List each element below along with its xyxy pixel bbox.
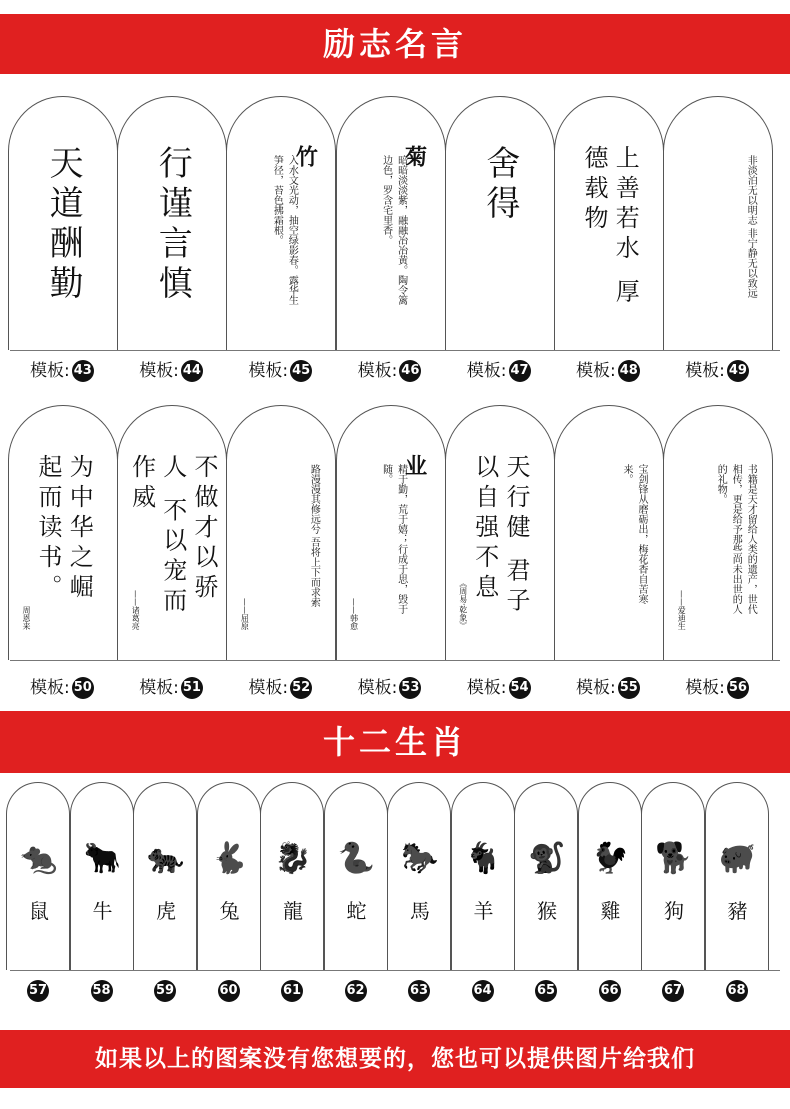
goat-icon: 🐐 — [464, 841, 503, 876]
zodiac-number-badge: 62 — [345, 980, 367, 1002]
template-label — [358, 356, 422, 382]
template-label — [576, 673, 640, 699]
motto-section-header: 励志名言 — [0, 14, 790, 74]
divider — [10, 350, 780, 351]
footer-banner: 如果以上的图案没有您想要的，您也可以提供图片给我们 — [0, 1030, 790, 1088]
template-card[interactable] — [336, 405, 446, 660]
ox-icon: 🐂 — [83, 841, 122, 876]
template-label — [30, 673, 94, 699]
template-author: ——爱迪生 — [677, 590, 687, 630]
template-number-badge: 54 — [509, 677, 531, 699]
dragon-icon: 🐉 — [274, 841, 312, 876]
zodiac-card[interactable] — [641, 782, 705, 970]
snake-icon: 🐍 — [337, 841, 376, 876]
horse-icon: 🐎 — [401, 841, 439, 876]
pig-icon: 🐖 — [718, 841, 757, 876]
template-title: 菊 — [401, 145, 428, 167]
template-label-prefix: 模板: — [30, 361, 70, 381]
template-number-badge: 43 — [72, 360, 94, 382]
template-quote-text: 路漫漫其修远兮 吾将上下而求索 — [308, 464, 320, 608]
template-author: 周恩来 — [22, 606, 31, 630]
template-label-prefix: 模板: — [139, 361, 179, 381]
template-label — [248, 673, 312, 699]
template-title: 竹 — [292, 145, 319, 167]
template-number-badge: 55 — [618, 677, 640, 699]
template-card[interactable] — [445, 96, 555, 350]
template-number-badge: 56 — [727, 677, 749, 699]
rooster-icon: 🐓 — [591, 841, 630, 876]
template-title: 业 — [401, 454, 428, 476]
zodiac-number-badge: 58 — [91, 980, 113, 1002]
template-card[interactable] — [663, 96, 773, 350]
template-label-prefix: 模板: — [576, 678, 616, 698]
zodiac-number-badge: 66 — [599, 980, 621, 1002]
template-label-prefix: 模板: — [139, 678, 179, 698]
template-quote-text: 宝剑锋从磨砺出，梅花香自苦寒来。 — [621, 464, 647, 604]
zodiac-number-badge: 63 — [408, 980, 430, 1002]
template-quote-text: 入水文光动，抽空绿影春。露华生笋径，苔色拂霜根。 — [271, 155, 298, 305]
zodiac-card[interactable] — [197, 782, 261, 970]
template-quote-text: 上善若水 厚德载物 — [580, 145, 640, 309]
zodiac-character: 羊 — [473, 899, 494, 923]
template-card[interactable] — [554, 96, 664, 350]
rat-icon: 🐀 — [20, 841, 58, 876]
template-label-prefix: 模板: — [248, 678, 289, 698]
template-label-prefix: 模板: — [248, 361, 289, 381]
template-card[interactable] — [117, 96, 227, 350]
template-label — [30, 356, 94, 382]
zodiac-card[interactable] — [324, 782, 388, 970]
zodiac-number-badge: 61 — [281, 980, 303, 1002]
zodiac-number-badge: 57 — [27, 980, 49, 1002]
zodiac-character: 虎 — [156, 899, 176, 923]
zodiac-number-badge: 64 — [472, 980, 494, 1002]
template-quote-text: 暗暗淡淡紫，融融冶冶黄。陶令篱边色，罗含宅里香。 — [380, 155, 407, 305]
zodiac-number-badge: 59 — [154, 980, 176, 1002]
dog-icon: 🐕 — [655, 841, 693, 876]
zodiac-section-header: 十二生肖 — [0, 711, 790, 773]
zodiac-character: 牛 — [92, 899, 113, 923]
rabbit-icon: 🐇 — [210, 841, 249, 876]
template-number-badge: 44 — [181, 360, 203, 382]
template-label — [248, 356, 312, 382]
template-label-prefix: 模板: — [357, 678, 398, 698]
zodiac-number-badge: 65 — [535, 980, 557, 1002]
template-number-badge: 53 — [399, 677, 421, 699]
template-quote-text: 书籍是天才留给人类的遗产，世代相传，更是给予那些尚未出世的人的礼物。 — [715, 464, 757, 614]
zodiac-card[interactable] — [387, 782, 451, 970]
zodiac-card[interactable] — [133, 782, 197, 970]
template-quote-text: 为中华之崛起而读书。 — [34, 454, 94, 604]
template-label-prefix: 模板: — [685, 678, 725, 698]
template-card[interactable] — [445, 405, 555, 660]
template-label-prefix: 模板: — [685, 361, 725, 381]
template-author: ——屈原 — [240, 598, 250, 630]
zodiac-card[interactable] — [451, 782, 515, 970]
template-quote-text: 非淡泊无以明志 非宁静无以致远 — [745, 155, 757, 299]
divider — [10, 660, 780, 661]
template-label — [467, 673, 531, 699]
template-label — [358, 673, 422, 699]
template-author: ——诸葛亮 — [131, 590, 141, 630]
template-quote-text: 天道酬勤 — [43, 145, 84, 305]
template-label-prefix: 模板: — [466, 678, 507, 698]
template-number-badge: 45 — [290, 360, 312, 382]
zodiac-character: 龍 — [283, 899, 303, 923]
template-label — [685, 356, 749, 382]
zodiac-character: 馬 — [410, 899, 430, 923]
zodiac-card[interactable] — [705, 782, 769, 970]
template-quote-text: 天行健 君子以自强不息 — [470, 454, 530, 618]
template-number-badge: 52 — [290, 677, 312, 699]
template-author: 《周易·乾象》 — [458, 579, 468, 630]
template-card[interactable] — [117, 405, 227, 660]
zodiac-card[interactable] — [70, 782, 134, 970]
template-number-badge: 48 — [618, 360, 640, 382]
template-label — [139, 356, 203, 382]
template-quote-text: 舍得 — [479, 145, 520, 225]
zodiac-character: 雞 — [600, 899, 621, 923]
template-label-prefix: 模板: — [357, 361, 398, 381]
template-label — [467, 356, 531, 382]
template-card[interactable] — [663, 405, 773, 660]
zodiac-character: 蛇 — [346, 899, 367, 923]
zodiac-number-badge: 60 — [218, 980, 240, 1002]
template-number-badge: 46 — [399, 360, 421, 382]
zodiac-card[interactable] — [6, 782, 70, 970]
divider — [10, 970, 780, 971]
zodiac-card[interactable] — [514, 782, 578, 970]
template-number-badge: 47 — [509, 360, 531, 382]
zodiac-card[interactable] — [578, 782, 642, 970]
template-number-badge: 51 — [181, 677, 203, 699]
template-label-prefix: 模板: — [30, 678, 70, 698]
zodiac-character: 猴 — [537, 899, 557, 923]
zodiac-character: 豬 — [727, 899, 748, 923]
zodiac-number-badge: 68 — [726, 980, 748, 1002]
template-number-badge: 50 — [72, 677, 94, 699]
tiger-icon: 🐅 — [147, 841, 185, 876]
template-author: ——韩愈 — [349, 598, 359, 630]
template-number-badge: 49 — [727, 360, 749, 382]
zodiac-character: 狗 — [664, 899, 684, 923]
template-quote-text: 精于勤，荒于嬉；行成于思，毁于随。 — [380, 464, 407, 614]
monkey-icon: 🐒 — [528, 841, 566, 876]
template-label-prefix: 模板: — [466, 361, 507, 381]
template-card[interactable] — [226, 405, 336, 660]
template-label — [576, 356, 640, 382]
template-card[interactable] — [8, 96, 118, 350]
template-quote-text: 行谨言慎 — [152, 145, 193, 305]
template-card[interactable] — [554, 405, 664, 660]
zodiac-character: 兔 — [219, 899, 240, 923]
template-label — [685, 673, 749, 699]
template-card[interactable] — [8, 405, 118, 660]
template-card[interactable] — [226, 96, 336, 350]
template-card[interactable] — [336, 96, 446, 350]
zodiac-character: 鼠 — [29, 899, 49, 923]
template-quote-text: 不做才以骄人 不以宠而作威 — [127, 454, 218, 618]
template-label-prefix: 模板: — [576, 361, 616, 381]
template-label — [139, 673, 203, 699]
zodiac-card[interactable] — [260, 782, 324, 970]
zodiac-number-badge: 67 — [662, 980, 684, 1002]
